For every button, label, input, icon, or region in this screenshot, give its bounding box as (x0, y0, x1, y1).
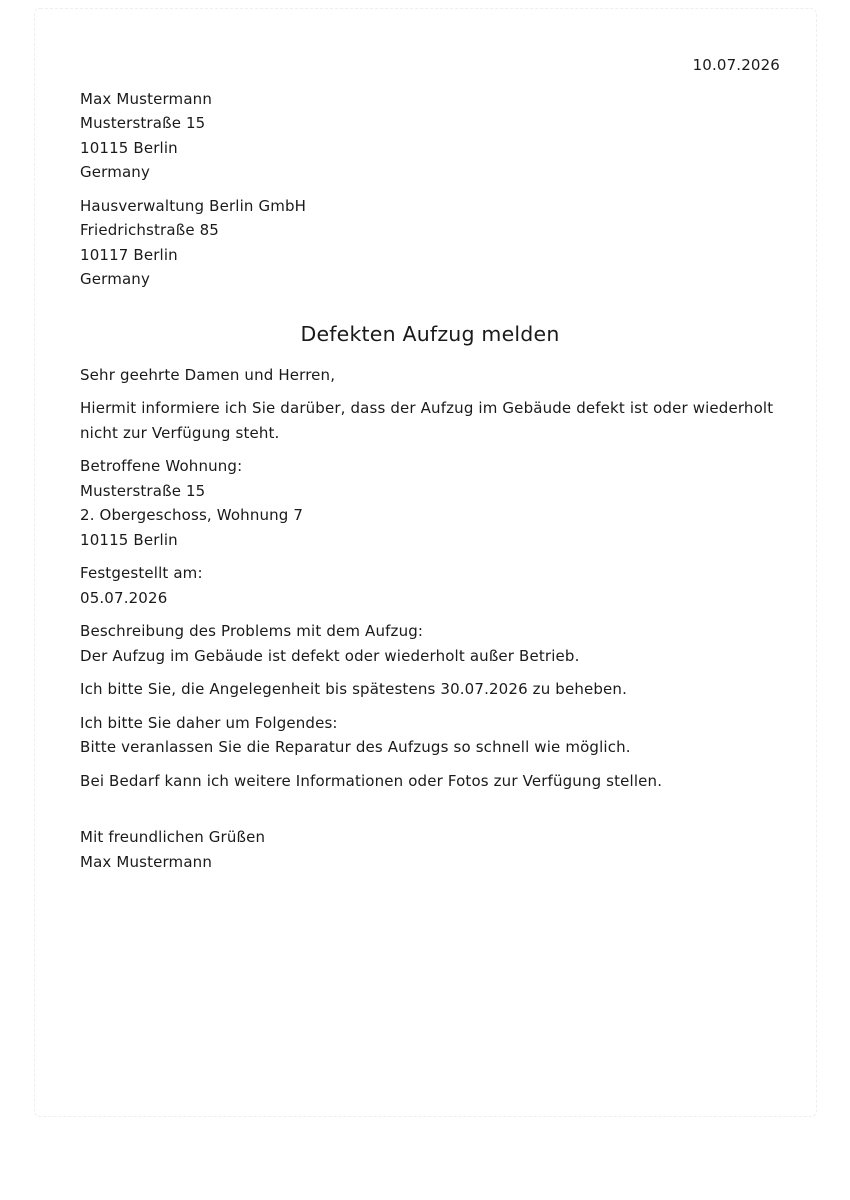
recipient-street: Friedrichstraße 85 (80, 221, 219, 239)
closing-text: Mit freundlichen Grüßen (80, 828, 266, 846)
problem-text: Der Aufzug im Gebäude ist defekt oder wiederholt außer Betrieb. (80, 646, 580, 665)
recipient-country: Germany (80, 270, 150, 288)
signature-name: Max Mustermann (80, 852, 212, 871)
deadline-paragraph: Ich bitte Sie, die Angelegenheit bis spätestens 30.07.2026 zu beheben. (80, 680, 627, 698)
detected-label: Festgestellt am: (80, 564, 203, 582)
sender-street: Musterstraße 15 (80, 114, 206, 132)
letter-content (80, 53, 780, 883)
affected-unit-floor: 2. Obergeschoss, Wohnung 7 (80, 506, 304, 524)
detected-date: 05.07.2026 (80, 588, 168, 607)
affected-unit-street: Musterstraße 15 (80, 481, 206, 500)
letter-date: 10.07.2026 (692, 56, 780, 74)
problem-section (80, 619, 780, 668)
sender-name: Max Mustermann (80, 89, 212, 108)
letter-subject: Defekten Aufzug melden (300, 321, 560, 346)
problem-label: Beschreibung des Problems mit dem Aufzug: (80, 622, 424, 640)
recipient-address (80, 194, 780, 292)
recipient-name: Hausverwaltung Berlin GmbH (80, 196, 307, 215)
recipient-city: 10117 Berlin (80, 245, 178, 264)
intro-paragraph: Hiermit informiere ich Sie darüber, dass der Aufzug im Gebäude defekt ist oder wiederholt nicht zur Verfügung steht. (80, 399, 774, 442)
sender-city: 10115 Berlin (80, 138, 178, 157)
closing-section (80, 825, 780, 874)
request-text: Bitte veranlassen Sie die Reparatur des Aufzugs so schnell wie möglich. (80, 738, 631, 756)
offer-paragraph: Bei Bedarf kann ich weitere Informationen oder Fotos zur Verfügung stellen. (80, 771, 663, 790)
affected-unit-section (80, 454, 780, 552)
letter-page (34, 8, 817, 1117)
salutation: Sehr geehrte Damen und Herren, (80, 365, 336, 384)
detected-section (80, 561, 780, 610)
sender-country: Germany (80, 163, 150, 181)
affected-unit-city: 10115 Berlin (80, 530, 178, 549)
request-label: Ich bitte Sie daher um Folgendes: (80, 713, 338, 732)
request-section (80, 711, 780, 760)
sender-address (80, 87, 780, 185)
affected-unit-label: Betroffene Wohnung: (80, 457, 243, 475)
